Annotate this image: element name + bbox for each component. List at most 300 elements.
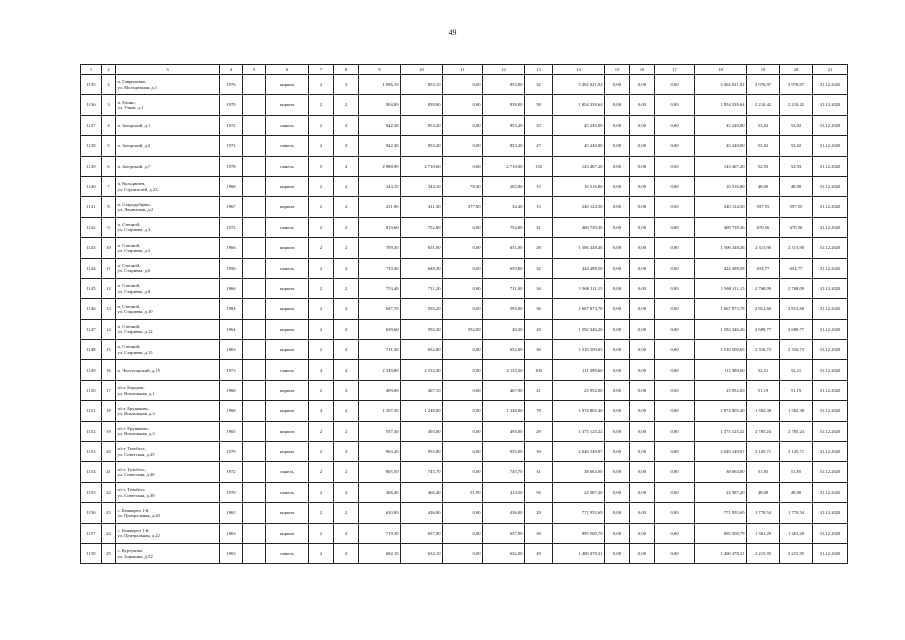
table-cell: 3 — [334, 380, 359, 400]
table-cell: 22 387,20 — [553, 482, 605, 502]
table-cell: 2 768,09 — [747, 278, 780, 298]
table-cell: панель — [266, 360, 309, 380]
table-cell: 1 361,29 — [780, 523, 813, 543]
table-cell: 31.12.2020 — [813, 217, 848, 237]
table-cell: 31.12.2020 — [813, 258, 848, 278]
table-cell: 0,00 — [655, 523, 695, 543]
table-cell: 2 349,80 — [359, 360, 401, 380]
table-cell: 942,30 — [359, 136, 401, 156]
table-cell: 1155 — [81, 482, 102, 502]
table-row — [81, 319, 848, 339]
table-cell: 31.12.2020 — [813, 299, 848, 319]
table-cell: 0,00 — [443, 462, 483, 482]
table-cell — [243, 156, 266, 176]
table-cell: 1147 — [81, 319, 102, 339]
table-cell: 23 — [102, 503, 116, 523]
table-cell: п. Степной, ул. Стариева, д.8 — [116, 278, 220, 298]
table-cell: 31.12.2020 — [813, 95, 848, 115]
table-row — [81, 462, 848, 482]
table-cell: 2 689,77 — [747, 319, 780, 339]
table-cell: 2 — [334, 258, 359, 278]
table-cell: 31.12.2020 — [813, 442, 848, 462]
table-cell: 1 373 125,22 — [553, 421, 605, 441]
table-cell: 0,00 — [443, 258, 483, 278]
table-cell: 48,00 — [747, 176, 780, 196]
table-cell: 652,80 — [401, 340, 443, 360]
table-cell: 1965 — [220, 421, 243, 441]
column-number-1: 1 — [81, 65, 102, 75]
table-cell: 3 976,97 — [780, 75, 813, 95]
table-cell: 2 988,90 — [359, 156, 401, 176]
table-cell: 22 — [102, 482, 116, 502]
table-cell: 1976 — [220, 75, 243, 95]
table-row — [81, 75, 848, 95]
table-cell: 3 402 021,92 — [695, 75, 747, 95]
table-cell: 0,00 — [655, 95, 695, 115]
table-cell: 111 389,60 — [553, 360, 605, 380]
table-cell: 2 710,60 — [401, 156, 443, 176]
table-cell: 0,00 — [655, 156, 695, 176]
table-cell: 2 210,42 — [747, 95, 780, 115]
table-cell: 2 145,71 — [780, 442, 813, 462]
table-cell: 2 — [334, 340, 359, 360]
table-cell: 0,00 — [655, 380, 695, 400]
column-number-19: 19 — [747, 65, 780, 75]
table-cell: 1972 — [220, 217, 243, 237]
table-cell: 0,00 — [630, 523, 655, 543]
table-cell: 2 — [309, 340, 334, 360]
table-cell: 0,00 — [655, 421, 695, 441]
table-cell: 955,00 — [401, 442, 443, 462]
table-cell: 2 812,60 — [780, 299, 813, 319]
table-cell: кирпич — [266, 197, 309, 217]
table-cell: 493,00 — [401, 421, 443, 441]
table-cell: 0,00 — [655, 503, 695, 523]
table-cell: 3 — [334, 115, 359, 135]
table-cell: 1965 — [220, 503, 243, 523]
table-cell: 2 316,73 — [780, 340, 813, 360]
table-cell: 2 — [334, 176, 359, 196]
table-cell: 1157 — [81, 523, 102, 543]
table-cell: 45 240,00 — [695, 136, 747, 156]
table-cell: 53,02 — [747, 115, 780, 135]
table-cell: 52,21 — [747, 360, 780, 380]
table-cell: 2 313,90 — [780, 238, 813, 258]
table-cell: 1968 — [220, 401, 243, 421]
table-cell: 1140 — [81, 176, 102, 196]
table-cell: 2 — [334, 421, 359, 441]
table-cell — [243, 523, 266, 543]
table-cell: 771 955,69 — [553, 503, 605, 523]
table-cell: кирпич — [266, 503, 309, 523]
table-cell: 466,40 — [359, 482, 401, 502]
table-cell: 597,55 — [780, 197, 813, 217]
table-cell: 1136 — [81, 95, 102, 115]
table-cell: 2 — [334, 278, 359, 298]
table-cell: п/ст. Ерунаково, ул. Вокзальная, д.3 — [116, 401, 220, 421]
table-cell: кирпич — [266, 299, 309, 319]
table-cell — [243, 75, 266, 95]
table-cell: 1972 — [220, 462, 243, 482]
table-cell — [243, 95, 266, 115]
table-cell: 31.12.2020 — [813, 176, 848, 196]
table-cell: 436,00 — [483, 503, 525, 523]
table-cell: 0,00 — [605, 278, 630, 298]
table-cell: 2 — [309, 462, 334, 482]
table-cell: 0,00 — [605, 238, 630, 258]
table-cell: 654,77 — [747, 258, 780, 278]
table-cell: 499,06 — [359, 380, 401, 400]
table-cell: 2 — [309, 442, 334, 462]
table-cell: 670,56 — [747, 217, 780, 237]
table-cell: 436,00 — [401, 503, 443, 523]
table-cell: 2 — [309, 319, 334, 339]
table-cell: п. Степной, ул. Стариева, д.13 — [116, 340, 220, 360]
table-cell: 0,00 — [655, 299, 695, 319]
table-cell: 31 — [525, 217, 553, 237]
table-cell: 2 — [309, 258, 334, 278]
table-cell: 2 — [334, 238, 359, 258]
table-cell: 1 248,00 — [483, 401, 525, 421]
table-cell: п. Загорский, д.7 — [116, 156, 220, 176]
table-cell: 4 — [102, 115, 116, 135]
table-cell — [243, 238, 266, 258]
table-body — [81, 75, 848, 564]
table-cell: 0,00 — [443, 95, 483, 115]
table-cell: 29 — [525, 543, 553, 563]
table-cell: 1 974 805,40 — [695, 401, 747, 421]
table-cell: 0,00 — [630, 340, 655, 360]
table-cell: п. Степной, ул. Стариева, д.5 — [116, 238, 220, 258]
table-row — [81, 156, 848, 176]
table-cell: 48,00 — [780, 482, 813, 502]
table-cell: 0,00 — [443, 442, 483, 462]
table-cell: 3 402 021,92 — [553, 75, 605, 95]
table-cell: 0,00 — [605, 421, 630, 441]
table-cell: 0,00 — [605, 319, 630, 339]
table-cell: 38 664,00 — [553, 462, 605, 482]
table-cell: 1142 — [81, 217, 102, 237]
table-cell: 670,56 — [780, 217, 813, 237]
table-cell — [243, 442, 266, 462]
table-cell: 2 — [334, 482, 359, 502]
column-number-14: 14 — [553, 65, 605, 75]
table-row — [81, 176, 848, 196]
table-cell: 143 467,20 — [695, 156, 747, 176]
table-cell: п. Кульдишев, ул. Строителей, д.23 — [116, 176, 220, 196]
table-cell: 0,00 — [655, 197, 695, 217]
table-cell: 31.12.2020 — [813, 75, 848, 95]
table-cell: 1137 — [81, 115, 102, 135]
table-cell: 31.12.2020 — [813, 380, 848, 400]
table-cell: 1 974 805,40 — [553, 401, 605, 421]
table-cell: 2 — [309, 482, 334, 502]
column-number-2: 2 — [102, 65, 116, 75]
table-cell: 0,00 — [630, 238, 655, 258]
table-cell: 0,00 — [655, 462, 695, 482]
table-cell: 1966 — [220, 278, 243, 298]
table-cell — [243, 503, 266, 523]
table-cell: 36 — [525, 299, 553, 319]
table-cell: 1966 — [220, 238, 243, 258]
table-cell: 34 — [525, 278, 553, 298]
table-cell: 0,00 — [605, 340, 630, 360]
table-cell: п. Стародубцево, ул. Ленинская, д.2 — [116, 197, 220, 217]
table-cell: 745,70 — [483, 462, 525, 482]
table-cell: 1143 — [81, 238, 102, 258]
table-cell: 597,55 — [747, 197, 780, 217]
table-cell: 552,00 — [443, 319, 483, 339]
table-cell: 853,20 — [483, 136, 525, 156]
column-number-13: 13 — [525, 65, 553, 75]
table-cell: 1 968 111,15 — [553, 278, 605, 298]
table-cell — [243, 319, 266, 339]
table-cell: 895 500,79 — [695, 523, 747, 543]
table-cell: 0,00 — [443, 421, 483, 441]
table-cell: 1156 — [81, 503, 102, 523]
table-cell: 31.12.2020 — [813, 360, 848, 380]
table-cell: 25 — [102, 543, 116, 563]
table-cell: 752,80 — [401, 217, 443, 237]
column-number-18: 18 — [695, 65, 747, 75]
table-cell: 955,00 — [483, 442, 525, 462]
table-cell: 4 — [309, 401, 334, 421]
table-cell: 2 — [309, 503, 334, 523]
table-cell: 53,02 — [747, 136, 780, 156]
table-cell: 2 — [309, 523, 334, 543]
table-cell: 745,70 — [401, 462, 443, 482]
table-cell: 1963 — [220, 543, 243, 563]
table-cell — [243, 360, 266, 380]
table-cell: 7 — [102, 176, 116, 196]
table-cell: 0,00 — [443, 299, 483, 319]
table-cell: 0,00 — [443, 136, 483, 156]
table-cell: 0,00 — [630, 115, 655, 135]
table-cell: 48,00 — [780, 176, 813, 196]
table-cell: 466,40 — [401, 482, 443, 502]
table-cell: 0,00 — [630, 482, 655, 502]
table-cell: 620,00 — [359, 503, 401, 523]
table-cell: 2 — [309, 299, 334, 319]
table-cell: 1 582,38 — [747, 401, 780, 421]
table-cell: 469 739,36 — [695, 217, 747, 237]
table-cell: 45 240,00 — [553, 136, 605, 156]
table-cell: кирпич — [266, 319, 309, 339]
table-cell: 0,00 — [630, 421, 655, 441]
table-cell: 51,19 — [780, 380, 813, 400]
table-cell — [243, 299, 266, 319]
table-cell: 2 — [309, 136, 334, 156]
table-cell: 0,00 — [605, 401, 630, 421]
table-cell — [243, 217, 266, 237]
table-cell: 592,30 — [401, 319, 443, 339]
table-cell: 3 976,97 — [747, 75, 780, 95]
table-cell: 1 510 509,65 — [553, 340, 605, 360]
table-cell: 47 — [525, 136, 553, 156]
table-cell: кирпич — [266, 380, 309, 400]
table-cell: 2 768,09 — [780, 278, 813, 298]
table-cell: кирпич — [266, 176, 309, 196]
table-cell: 8 — [102, 197, 116, 217]
table-cell: 805,50 — [359, 462, 401, 482]
table-cell: 143 467,20 — [553, 156, 605, 176]
column-number-5: 5 — [243, 65, 266, 75]
table-cell: 2 785,24 — [747, 421, 780, 441]
table-cell: 2 — [334, 217, 359, 237]
table-cell: 31.12.2020 — [813, 278, 848, 298]
table-cell: 0,00 — [443, 523, 483, 543]
table-cell: с. Бенжереп 1-й, ул. Центральная, д.22 — [116, 523, 220, 543]
table-cell: 647,70 — [359, 299, 401, 319]
table-cell: 2 785,24 — [780, 421, 813, 441]
table-cell: 0,00 — [630, 503, 655, 523]
table-cell: 0,00 — [630, 197, 655, 217]
table-cell: 0,00 — [605, 523, 630, 543]
table-cell: 0,00 — [605, 75, 630, 95]
table-row — [81, 380, 848, 400]
table-cell: 45 240,00 — [695, 115, 747, 135]
table-cell: 56 — [525, 482, 553, 502]
table-cell: 0,00 — [630, 319, 655, 339]
table-cell: 0,00 — [630, 401, 655, 421]
table-row — [81, 543, 848, 563]
table-cell: 2 — [334, 523, 359, 543]
table-cell: 1970 — [220, 95, 243, 115]
table-cell: 4 — [334, 156, 359, 176]
table-cell: 32 — [525, 258, 553, 278]
table-cell: 895 500,79 — [553, 523, 605, 543]
table-cell: 0,00 — [655, 360, 695, 380]
table-cell: 2 689,77 — [780, 319, 813, 339]
table-row — [81, 299, 848, 319]
table-cell: 2 — [309, 115, 334, 135]
table-cell: 53,02 — [780, 115, 813, 135]
table-cell: 0,00 — [605, 503, 630, 523]
table-cell: 34,40 — [483, 197, 525, 217]
table-cell — [243, 462, 266, 482]
column-number-8: 8 — [334, 65, 359, 75]
table-cell: 411,90 — [359, 197, 401, 217]
column-number-16: 16 — [630, 65, 655, 75]
table-cell: 0,00 — [655, 340, 695, 360]
table-cell: п. Гавриловка, ул. Молодежная, д.1 — [116, 75, 220, 95]
table-cell: 2 — [309, 380, 334, 400]
table-row — [81, 197, 848, 217]
table-cell: 51,85 — [747, 462, 780, 482]
table-cell: 0,00 — [605, 115, 630, 135]
table-cell: 1963 — [220, 340, 243, 360]
table-cell: 40,30 — [483, 319, 525, 339]
table-cell: 819,60 — [359, 217, 401, 237]
table-row — [81, 238, 848, 258]
table-cell: 1154 — [81, 462, 102, 482]
table-cell — [243, 136, 266, 156]
table-cell: 39 — [525, 442, 553, 462]
table-cell: 650,80 — [483, 258, 525, 278]
table-cell: 839,00 — [483, 95, 525, 115]
table-cell: 1 770,54 — [780, 503, 813, 523]
table-cell: 2 210,42 — [780, 95, 813, 115]
column-number-12: 12 — [483, 65, 525, 75]
table-cell: 1152 — [81, 421, 102, 441]
table-cell: п. Загорский, д.1 — [116, 115, 220, 135]
table-cell: 0,00 — [443, 115, 483, 135]
table-cell: 1 361,29 — [747, 523, 780, 543]
table-cell: панель — [266, 462, 309, 482]
column-number-7: 7 — [309, 65, 334, 75]
table-cell: 963,20 — [359, 442, 401, 462]
table-cell: 2 — [334, 95, 359, 115]
table-cell: 240 124,50 — [553, 197, 605, 217]
table-cell: 839,00 — [401, 95, 443, 115]
table-cell: 1 248,00 — [401, 401, 443, 421]
table-cell: 1970 — [220, 482, 243, 502]
table-cell: 0,00 — [605, 217, 630, 237]
table-cell: п. Чистогорский, д.15 — [116, 360, 220, 380]
column-number-11: 11 — [443, 65, 483, 75]
table-cell: п/ст. Ерунаково, ул. Вокзальная, д.3 — [116, 421, 220, 441]
table-cell: 2 — [309, 95, 334, 115]
table-cell: 1150 — [81, 380, 102, 400]
table-cell: 2 — [334, 462, 359, 482]
table-cell: 0,00 — [655, 217, 695, 237]
table-cell: 1158 — [81, 543, 102, 563]
table-cell: 45 240,00 — [553, 115, 605, 135]
table-cell: 0,00 — [630, 258, 655, 278]
table-cell: 3 — [102, 95, 116, 115]
table-cell: 711,00 — [483, 278, 525, 298]
table-cell: 31 — [525, 462, 553, 482]
table-cell: 0,00 — [605, 197, 630, 217]
table-cell: 0,00 — [605, 543, 630, 563]
table-cell: 0,00 — [630, 442, 655, 462]
table-cell: 1135 — [81, 75, 102, 95]
table-cell: кирпич — [266, 278, 309, 298]
table-cell: 31.12.2020 — [813, 503, 848, 523]
table-cell: 16 — [102, 360, 116, 380]
table-cell: 21 — [102, 462, 116, 482]
table-cell: 12 — [102, 278, 116, 298]
table-cell: 18 — [102, 401, 116, 421]
table-cell: 1 854 339,64 — [553, 95, 605, 115]
table-cell: 0,00 — [605, 299, 630, 319]
table-cell: 0,00 — [655, 442, 695, 462]
table-cell: 0,00 — [443, 401, 483, 421]
table-cell: 31.12.2020 — [813, 197, 848, 217]
table-cell: 2 — [309, 75, 334, 95]
table-cell: 1 506 348,46 — [553, 238, 605, 258]
table-cell: 31.12.2020 — [813, 462, 848, 482]
table-cell: 15 — [525, 197, 553, 217]
table-cell: 0,00 — [630, 278, 655, 298]
table-cell: 0,00 — [630, 543, 655, 563]
table-cell: 15 — [525, 176, 553, 196]
table-cell: 424 488,58 — [695, 258, 747, 278]
table-cell: 31.12.2020 — [813, 238, 848, 258]
table-cell: 13 — [102, 299, 116, 319]
table-cell: 1979 — [220, 442, 243, 462]
table-cell: 78,30 — [443, 176, 483, 196]
table-cell: 632,00 — [483, 543, 525, 563]
table-cell: 2 — [309, 197, 334, 217]
table-cell: 651,00 — [401, 238, 443, 258]
table-cell: 1 357,30 — [359, 401, 401, 421]
table-cell: 2 145,71 — [747, 442, 780, 462]
table-cell: 853,20 — [483, 115, 525, 135]
table-cell: 1 770,54 — [747, 503, 780, 523]
table-cell: 3 — [334, 442, 359, 462]
table-cell: 39 — [525, 523, 553, 543]
